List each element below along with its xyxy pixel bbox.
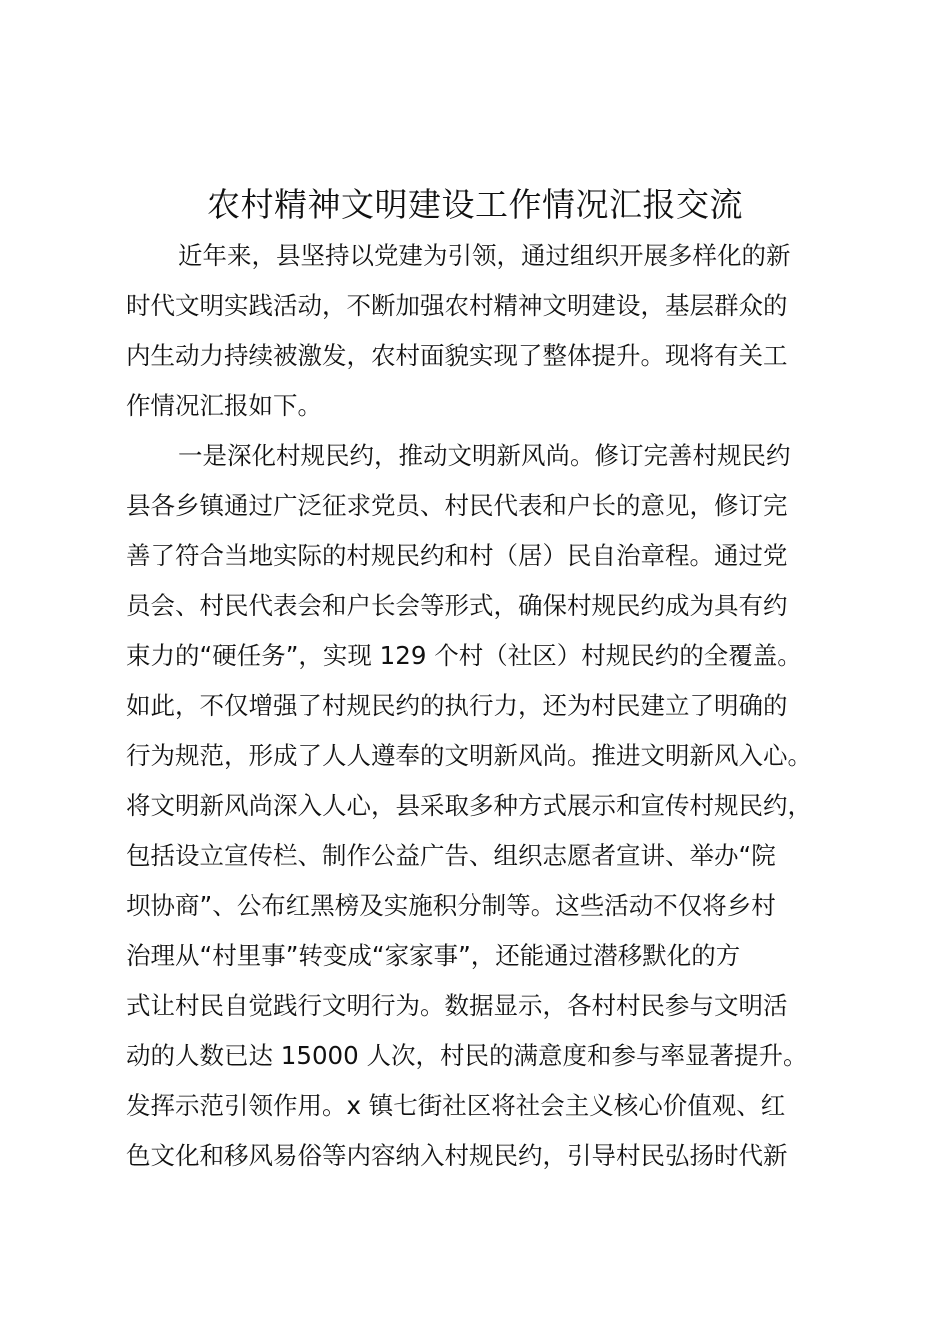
text-line: 如此，不仅增强了村规民约的执行力，还为村民建立了明确的 — [126, 691, 788, 720]
text-line: 包括设立宣传栏、制作公益广告、组织志愿者宣讲、举办“院 — [126, 841, 776, 870]
text-line: 作情况汇报如下。 — [126, 391, 322, 420]
document-body — [126, 235, 846, 1185]
text-line: 善了符合当地实际的村规民约和村（居）民自治章程。通过党 — [126, 541, 788, 570]
text-line: 色文化和移风易俗等内容纳入村规民约，引导村民弘扬时代新 — [126, 1141, 788, 1170]
text-line: 行为规范，形成了人人遵奉的文明新风尚。推进文明新风入心。 — [126, 741, 812, 770]
text-line: 束力的“硬任务”，实现 129 个村（社区）村规民约的全覆盖。 — [126, 641, 802, 670]
text-line: 治理从“村里事”转变成“家家事”，还能通过潜移默化的方 — [126, 941, 741, 970]
text-line: 发挥示范引领作用。x 镇七街社区将社会主义核心价值观、红 — [126, 1091, 786, 1120]
text-line: 员会、村民代表会和户长会等形式，确保村规民约成为具有约 — [126, 591, 788, 620]
text-line: 一是深化村规民约，推动文明新风尚。修订完善村规民约 — [178, 441, 791, 470]
text-line: 坝协商”、公布红黑榜及实施积分制等。这些活动不仅将乡村 — [126, 891, 776, 920]
text-line: 近年来，县坚持以党建为引领，通过组织开展多样化的新 — [178, 241, 791, 270]
text-line: 式让村民自觉践行文明行为。数据显示，各村村民参与文明活 — [126, 991, 788, 1020]
paragraph-village-rules — [126, 435, 846, 1185]
text-line: 内生动力持续被激发，农村面貌实现了整体提升。现将有关工 — [126, 341, 788, 370]
paragraph-intro — [126, 235, 846, 435]
text-line: 时代文明实践活动，不断加强农村精神文明建设，基层群众的 — [126, 291, 788, 320]
text-line: 将文明新风尚深入人心，县采取多种方式展示和宣传村规民约， — [126, 791, 812, 820]
text-line: 动的人数已达 15000 人次，村民的满意度和参与率显著提升。 — [126, 1041, 808, 1070]
text-line: 县各乡镇通过广泛征求党员、村民代表和户长的意见，修订完 — [126, 491, 788, 520]
document-title: 农村精神文明建设工作情况汇报交流 — [207, 185, 743, 224]
